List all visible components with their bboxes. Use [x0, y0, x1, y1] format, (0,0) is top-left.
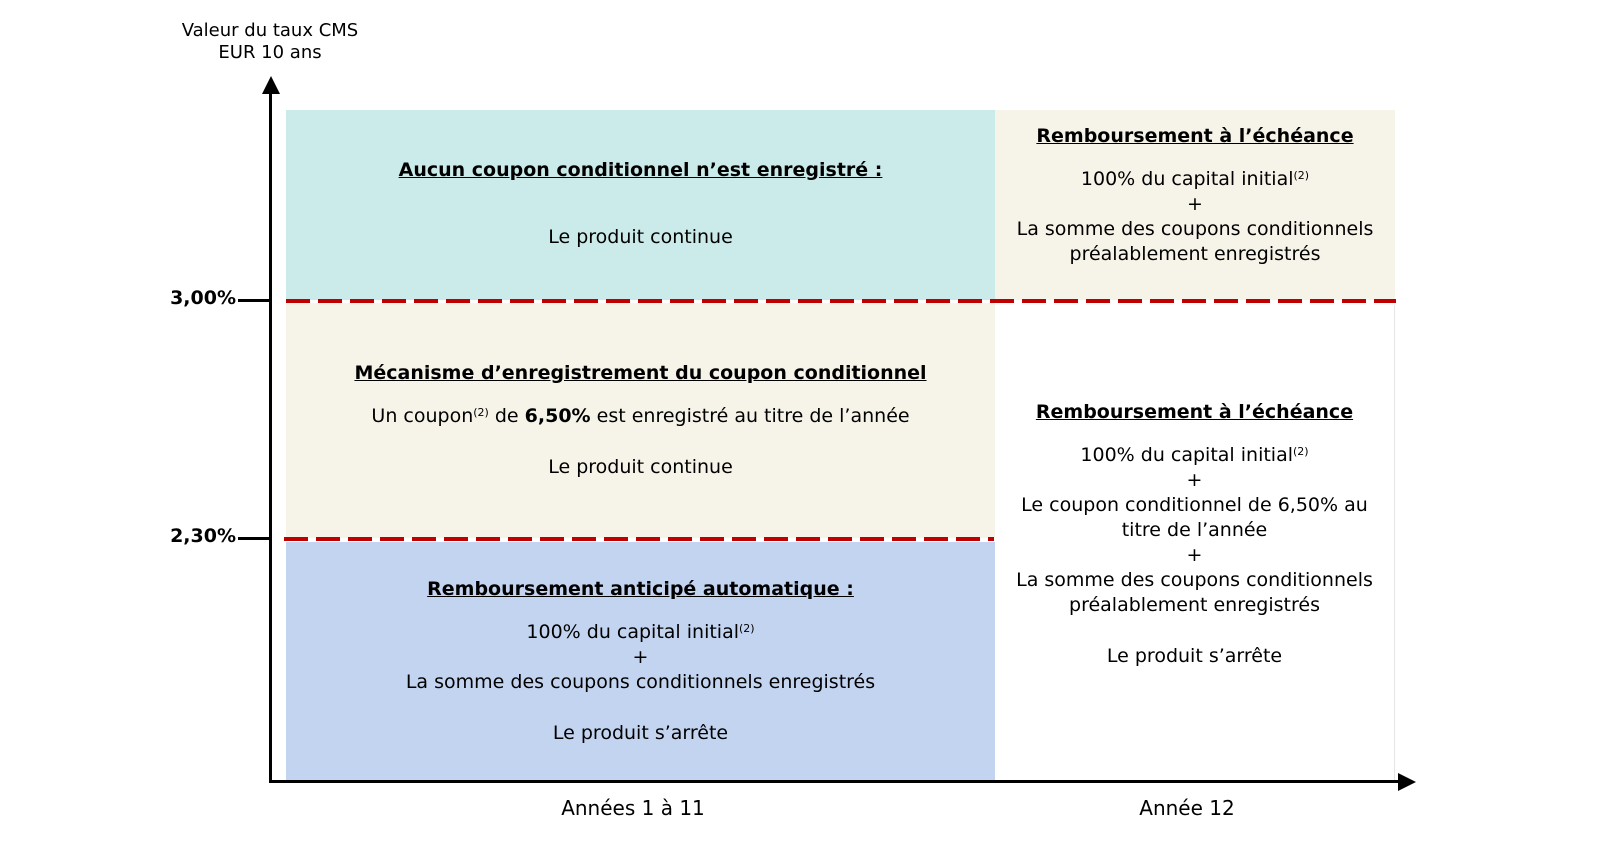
tick-label-lower: 2,30%	[170, 525, 236, 547]
zone-upper-left	[286, 110, 995, 300]
y-axis-label-line1: Valeur du taux CMS	[181, 20, 359, 41]
zone-text: Le produit s’arrête	[552, 722, 729, 744]
x-label-years-1-11: Années 1 à 11	[561, 796, 705, 820]
y-axis-label	[170, 20, 370, 64]
x-label-year-12: Année 12	[1139, 796, 1235, 820]
plus-sign: +	[1186, 544, 1203, 566]
zone-text: 100% du capital initial$^{(2)}$	[526, 621, 755, 643]
zone-text: 100% du capital initial$^{(2)}$	[1080, 168, 1310, 190]
zone-title: Mécanisme d’enregistrement du coupon conditionnel	[354, 362, 927, 384]
zone-upper-right	[995, 110, 1395, 300]
zone-title: Remboursement à l’échéance	[1036, 125, 1354, 147]
zone-text: La somme des coupons conditionnels enregistrés	[405, 671, 876, 693]
zone-text: Le produit continue	[548, 456, 733, 478]
zone-text: Le produit continue	[548, 226, 733, 248]
plus-sign: +	[1187, 193, 1203, 215]
zone-lower-right	[995, 305, 1395, 780]
zone-text: La somme des coupons conditionnels	[1016, 218, 1374, 240]
zone-text: Le produit s’arrête	[1106, 645, 1283, 667]
x-axis	[269, 780, 1399, 783]
zone-lower-left	[286, 542, 995, 780]
zone-text: titre de l’année	[1121, 519, 1268, 541]
zone-text: La somme des coupons conditionnels	[1016, 569, 1373, 591]
y-axis	[269, 90, 272, 783]
tick-upper	[238, 299, 270, 302]
zone-text: Un coupon$^{(2)}$ de 6,50% est enregistré au titre de l’année	[371, 405, 910, 427]
zone-title: Remboursement anticipé automatique :	[427, 578, 854, 600]
y-axis-arrow-icon	[262, 76, 280, 94]
plus-sign: +	[1186, 469, 1203, 491]
threshold-line-upper	[286, 299, 1396, 303]
threshold-line-lower	[284, 537, 994, 541]
zone-text: Le coupon conditionnel de 6,50% au	[1021, 494, 1368, 516]
zone-text: préalablement enregistrés	[1069, 243, 1321, 265]
zone-text: 100% du capital initial$^{(2)}$	[1080, 444, 1309, 466]
tick-lower	[238, 537, 270, 540]
plus-sign: +	[632, 646, 649, 668]
x-axis-arrow-icon	[1398, 773, 1416, 791]
zone-title: Remboursement à l’échéance	[1035, 401, 1354, 423]
zone-title: Aucun coupon conditionnel n’est enregistré :	[398, 159, 883, 181]
zone-text: préalablement enregistrés	[1069, 594, 1320, 616]
y-axis-label-line2: EUR 10 ans	[218, 42, 322, 63]
zone-middle-left	[286, 303, 995, 538]
tick-label-upper: 3,00%	[170, 287, 236, 309]
